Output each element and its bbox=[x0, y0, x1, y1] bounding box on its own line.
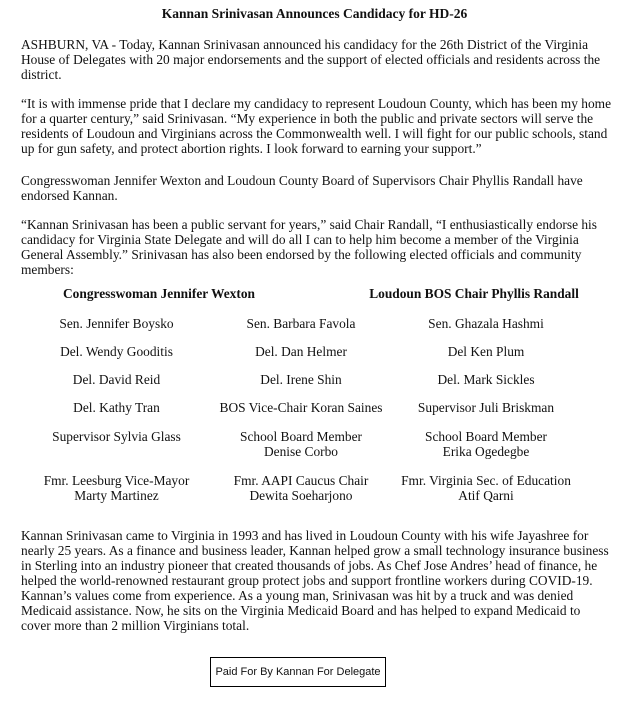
quote-paragraph: “It is with immense pride that I declare my candidacy to represent Loudoun County, which has been my home for a quarter century,” said Srinivasan. “My experience in both the public and private sectors will serve the residents of Loudoun and Virginians across the Commonwealth well. I will fight for our public schools, stand up for gun safety, and protect abortion rights. I look forward to earning your support.” bbox=[21, 96, 612, 156]
endorser-cell: Del. Wendy Gooditis bbox=[60, 344, 173, 359]
endorser-cell: Del. David Reid bbox=[72, 372, 161, 387]
page-title: Kannan Srinivasan Announces Candidacy for HD-26 bbox=[161, 6, 468, 21]
endorser-cell: Sen. Jennifer Boysko bbox=[59, 316, 174, 331]
endorser-cell: Fmr. AAPI Caucus Chair Dewita Soeharjono bbox=[233, 473, 369, 503]
paid-for-disclaimer: Paid For By Kannan For Delegate bbox=[210, 657, 386, 687]
endorser-cell: Del. Irene Shin bbox=[260, 372, 342, 387]
endorser-cell: Supervisor Juli Briskman bbox=[417, 400, 555, 415]
header-wexton: Congresswoman Jennifer Wexton bbox=[63, 286, 255, 301]
endorser-cell: Fmr. Leesburg Vice-Mayor Marty Martinez bbox=[43, 473, 190, 503]
endorser-cell: School Board Member Erika Ogedegbe bbox=[425, 429, 547, 459]
endorsement-paragraph: Congresswoman Jennifer Wexton and Loudoun County Board of Supervisors Chair Phyllis Randall have endorsed Kannan. bbox=[21, 173, 583, 203]
randall-quote-paragraph: “Kannan Srinivasan has been a public servant for years,” said Chair Randall, “I enthusiastically endorse his candidacy for Virginia State Delegate and will do all I can to help him become a member of the Virginia General Assembly.” Srinivasan has also been endorsed by the following elected officials and community members: bbox=[21, 217, 597, 277]
endorser-cell: Supervisor Sylvia Glass bbox=[52, 429, 181, 444]
bio-paragraph: Kannan Srinivasan came to Virginia in 1993 and has lived in Loudoun County with his wife Jayashree for nearly 25 years. As a finance and business leader, Kannan helped grow a small technology insurance business in Sterling into an industry pioneer that created thousands of jobs. As Chef Jose Andres’ head of finance, he helped the world-renowned restaurant group protect jobs and support frontline workers during COVID-19. Kannan’s values come from experience. As a young man, Srinivasan was hit by a truck and was denied Medicaid assistance. Now, he sits on the Virginia Medicaid Board and has helped to expand Medicaid to cover more than 2 million Virginians total. bbox=[21, 528, 609, 633]
endorser-cell: Fmr. Virginia Sec. of Education Atif Qarni bbox=[401, 473, 571, 503]
header-randall: Loudoun BOS Chair Phyllis Randall bbox=[369, 286, 579, 301]
endorser-cell: Del. Kathy Tran bbox=[73, 400, 160, 415]
endorser-cell: School Board Member Denise Corbo bbox=[240, 429, 362, 459]
endorser-cell: Sen. Ghazala Hashmi bbox=[428, 316, 544, 331]
intro-paragraph: ASHBURN, VA - Today, Kannan Srinivasan announced his candidacy for the 26th District of the Virginia House of Delegates with 20 major endorsements and the support of elected officials and residents across the district. bbox=[21, 37, 601, 82]
endorser-cell: Del. Dan Helmer bbox=[255, 344, 347, 359]
endorser-cell: BOS Vice-Chair Koran Saines bbox=[219, 400, 383, 415]
endorser-cell: Sen. Barbara Favola bbox=[246, 316, 356, 331]
endorser-cell: Del. Mark Sickles bbox=[437, 372, 535, 387]
endorser-cell: Del Ken Plum bbox=[447, 344, 525, 359]
